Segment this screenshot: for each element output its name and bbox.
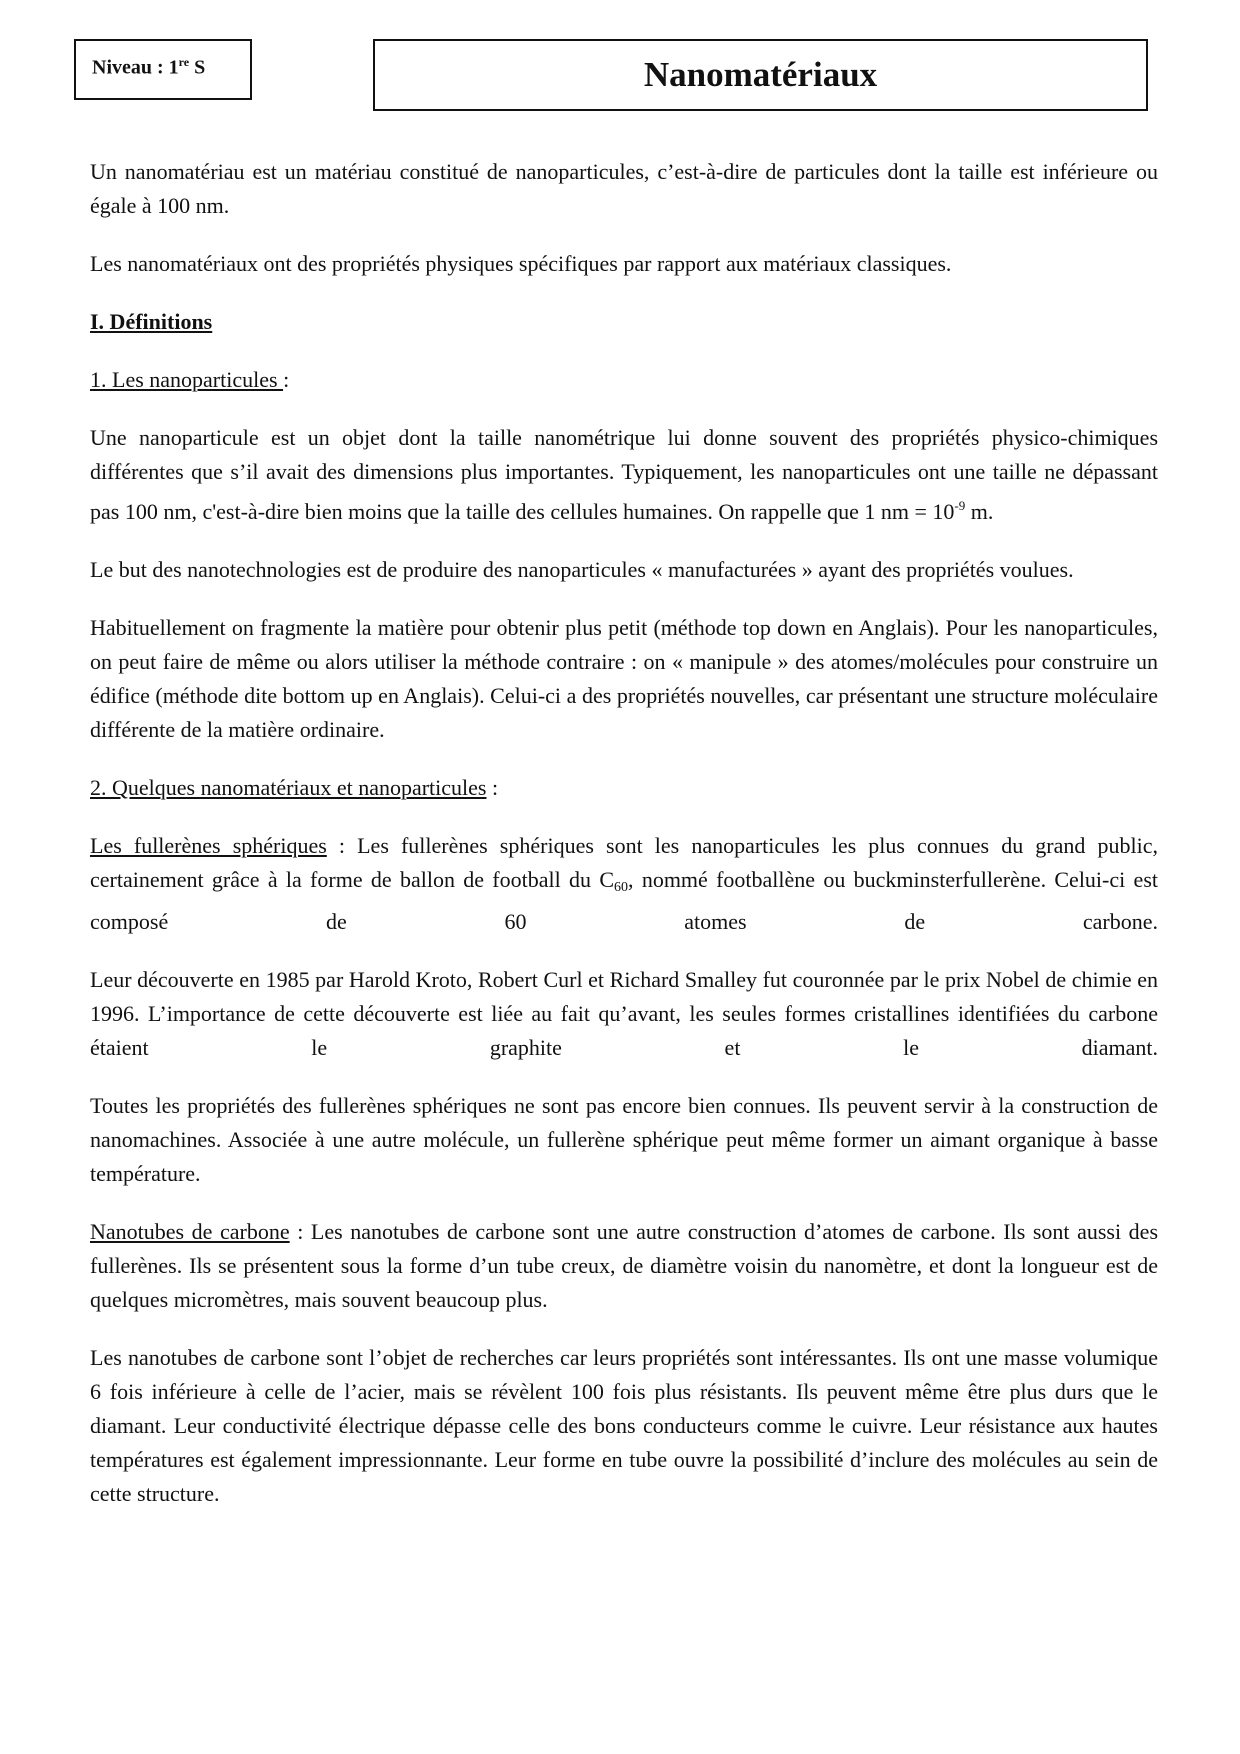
nanoparticules-text: Une nanoparticule est un objet dont la taille nanométrique lui donne souvent des propriétés physico-chimiques différentes que s’il avait des dimensions plus importantes. Typiquement, les nanoparticules ont une taille ne dépassant pas 100 nm, c'est-à-dire bien moins que la taille des cellules humaines. On rappelle que 1 nm = 10 bbox=[90, 425, 1158, 524]
nanoparticules-paragraph-2: Le but des nanotechnologies est de produire des nanoparticules « manufacturées » ayant des propriétés voulues. bbox=[90, 557, 1074, 582]
nanotubes-paragraph-2: Les nanotubes de carbone sont l’objet de recherches car leurs propriétés sont intéressantes. Ils ont une masse volumique 6 fois inférieure à celle de l’acier, mais se révèlent 100 fois plus résistants. Ils peuvent même être plus durs que le diamant. Leur conductivité électrique dépasse celle des bons conducteurs comme le cuivre. Leur résistance aux hautes températures est également impressionnante. Leur forme en tube ouvre la possibilité d’inclure des molécules au sein de cette structure. bbox=[90, 1345, 1158, 1506]
section-heading-definitions: I. Définitions bbox=[90, 309, 213, 334]
subheading-nanoparticules-title: 1. Les nanoparticules bbox=[90, 367, 284, 392]
subscript: 60 bbox=[614, 880, 629, 895]
nanoparticules-paragraph-1 bbox=[90, 421, 1158, 529]
subheading-nanomateriaux bbox=[90, 771, 1158, 805]
fullerenes-paragraph-3: Toutes les propriétés des fullerènes sphériques ne sont pas encore bien connues. Ils peuvent servir à la construction de nanomachines. Associée à une autre molécule, un fullerène sphérique peut même former un aimant organique à basse température. bbox=[90, 1093, 1158, 1186]
document-body bbox=[90, 155, 1158, 1535]
page-title: Nanomatériaux bbox=[643, 55, 878, 94]
nanotubes-label: Nanotubes de carbone bbox=[90, 1219, 290, 1244]
fullerenes-text: : Les fullerènes sphériques sont les nanoparticules les plus connues du grand public, certainement grâce à la forme de ballon de football du C bbox=[90, 833, 1158, 892]
nanotubes-paragraph-1 bbox=[90, 1215, 1158, 1317]
fullerenes-label: Les fullerènes sphériques bbox=[90, 833, 327, 858]
subheading-colon: : bbox=[283, 367, 290, 392]
intro-paragraph-2: Les nanomatériaux ont des propriétés physiques spécifiques par rapport aux matériaux classiques. bbox=[90, 251, 952, 276]
subheading-nanomateriaux-title: 2. Quelques nanomatériaux et nanoparticules bbox=[90, 775, 487, 800]
subheading-colon: : bbox=[486, 775, 499, 800]
level-sup: re bbox=[178, 55, 190, 69]
fullerenes-paragraph-2: Leur découverte en 1985 par Harold Kroto, Robert Curl et Richard Smalley fut couronnée par le prix Nobel de chimie en 1996. L’importance de cette découverte est liée au fait qu’avant, les seules formes cristallines identifiées du carbone étaient le graphite et le diamant. bbox=[90, 967, 1158, 1060]
intro-paragraph-1: Un nanomatériau est un matériau constitué de nanoparticules, c’est-à-dire de particules dont la taille est inférieure ou égale à 100 nm. bbox=[90, 159, 1158, 218]
fullerenes-text-end: , nommé footballène ou buckminsterfullerène. Celui-ci est composé de 60 atomes de carbone. bbox=[90, 867, 1158, 934]
nanoparticules-paragraph-3: Habituellement on fragmente la matière pour obtenir plus petit (méthode top down en Anglais). Pour les nanoparticules, on peut faire de même ou alors utiliser la méthode contraire : on « manipule » des atomes/molécules pour construire un édifice (méthode dite bottom up en Anglais). Celui-ci a des propriétés nouvelles, car présentant une structure moléculaire différente de la matière ordinaire. bbox=[90, 615, 1158, 742]
page-title-box bbox=[373, 39, 1148, 111]
level-suffix: S bbox=[189, 56, 206, 79]
level-box bbox=[74, 39, 252, 100]
nanoparticules-text-end: m. bbox=[965, 499, 994, 524]
subheading-nanoparticules bbox=[90, 363, 1158, 397]
exponent: -9 bbox=[954, 498, 966, 513]
nanotubes-text: : Les nanotubes de carbone sont une autre construction d’atomes de carbone. Ils sont aussi des fullerènes. Ils se présentent sous la forme d’un tube creux, de diamètre voisin du nanomètre, et dont la longueur est de quelques micromètres, mais souvent beaucoup plus. bbox=[90, 1219, 1159, 1312]
fullerenes-paragraph-1 bbox=[90, 829, 1158, 939]
level-label: Niveau : 1 bbox=[92, 56, 179, 79]
